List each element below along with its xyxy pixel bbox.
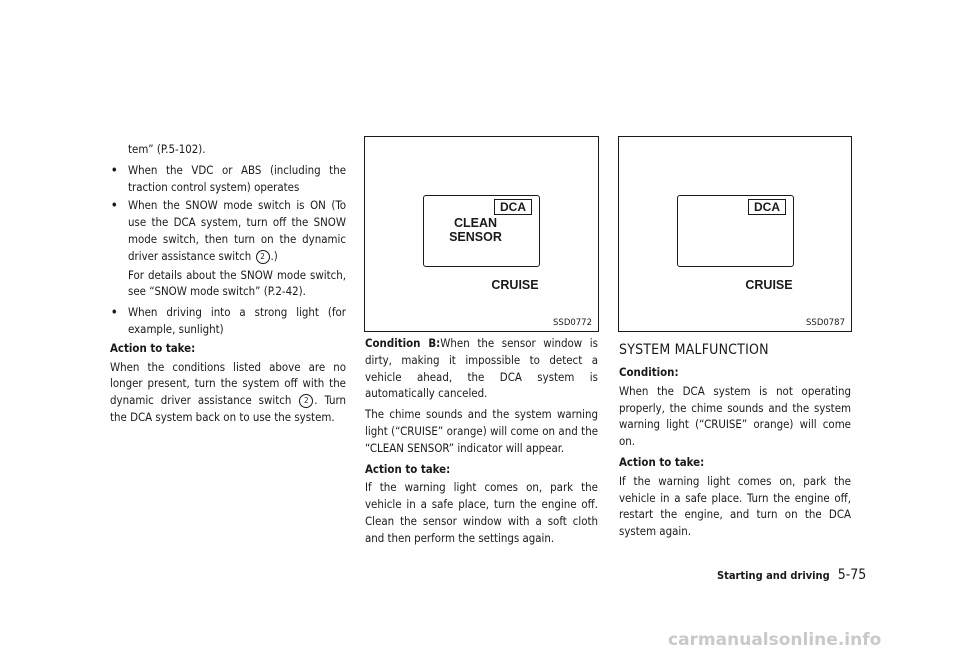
cruise-warning-light: CRUISE [745, 278, 793, 292]
action-label: Action to take: [110, 340, 196, 355]
middle-column [365, 335, 598, 551]
continued-text: tem” (P.5-102). [128, 142, 206, 156]
bullet-text: When the VDC or ABS (including the traction control system) operates [128, 162, 346, 194]
bullet-sub-paragraph: For details about the SNOW mode switch, see “SNOW mode switch” (P.2-42). [128, 267, 346, 299]
action-paragraph: If the warning light comes on, park the vehicle in a safe place. Turn the engine off, restart the engine, and turn on the DCA system again. [619, 473, 851, 539]
dca-badge: DCA [748, 199, 786, 215]
circled-number-2-icon: 2 [256, 250, 270, 264]
condition-paragraph [365, 335, 598, 402]
display-screen [423, 195, 540, 267]
action-paragraph: If the warning light comes on, park the vehicle in a safe place, turn the engine off. Clean the sensor window with a soft cloth and then perform the settings again. [365, 480, 598, 545]
bullet-item [110, 197, 346, 264]
chapter-title: Starting and driving [717, 569, 830, 582]
bullet-text-end: .) [270, 248, 278, 263]
display-screen [677, 195, 794, 267]
figure-code: SSD0772 [553, 318, 592, 328]
condition-label: Condition: [619, 365, 679, 379]
indicator-line: CLEAN [453, 216, 498, 230]
indicator-line: SENSOR [449, 230, 502, 244]
figure-clean-sensor-display [364, 136, 599, 332]
bullet-mark: • [111, 305, 118, 320]
bullet-item [110, 304, 346, 338]
clean-sensor-indicator [424, 216, 527, 244]
condition-paragraph: When the DCA system is not operating properly, the chime sounds and the system warning light (“CRUISE” orange) will come on. [619, 383, 851, 449]
bullet-mark: • [111, 162, 118, 177]
condition-text: When the sensor window is dirty, making it impossible to detect a vehicle ahead, the DCA system is automatically canceled. [365, 336, 598, 401]
action-text-end: . Turn the DCA system back on to use the system. [110, 393, 346, 424]
figure-system-malfunction-display [618, 136, 852, 332]
chime-paragraph: The chime sounds and the system warning light (“CRUISE” orange) will come on and the “CLEAN SENSOR” indicator will appear. [365, 407, 598, 455]
action-text: When the conditions listed above are no longer present, turn the system off with the dynamic driver assistance switch [110, 359, 346, 408]
dca-badge: DCA [494, 199, 532, 215]
right-column [619, 364, 851, 544]
action-paragraph [110, 359, 346, 426]
page-footer [717, 567, 866, 584]
bullet-text: When driving into a strong light (for example, sunlight) [128, 305, 346, 336]
bullet-item [110, 162, 346, 196]
watermark: carmanualsonline.info [668, 630, 882, 650]
bullet-mark: • [111, 198, 118, 213]
left-column [110, 141, 346, 430]
bullet-text: When the SNOW mode switch is ON (To use the DCA system, turn off the SNOW mode switch, then turn on the dynamic driver assistance switch [128, 198, 346, 263]
section-heading: SYSTEM MALFUNCTION [619, 342, 769, 358]
page-number: 5-75 [837, 567, 867, 583]
action-label: Action to take: [365, 461, 451, 476]
figure-code: SSD0787 [806, 318, 845, 328]
action-label: Action to take: [619, 454, 705, 469]
cruise-warning-light: CRUISE [491, 278, 539, 292]
condition-label: Condition B: [365, 336, 441, 350]
circled-number-2-icon: 2 [299, 394, 313, 408]
